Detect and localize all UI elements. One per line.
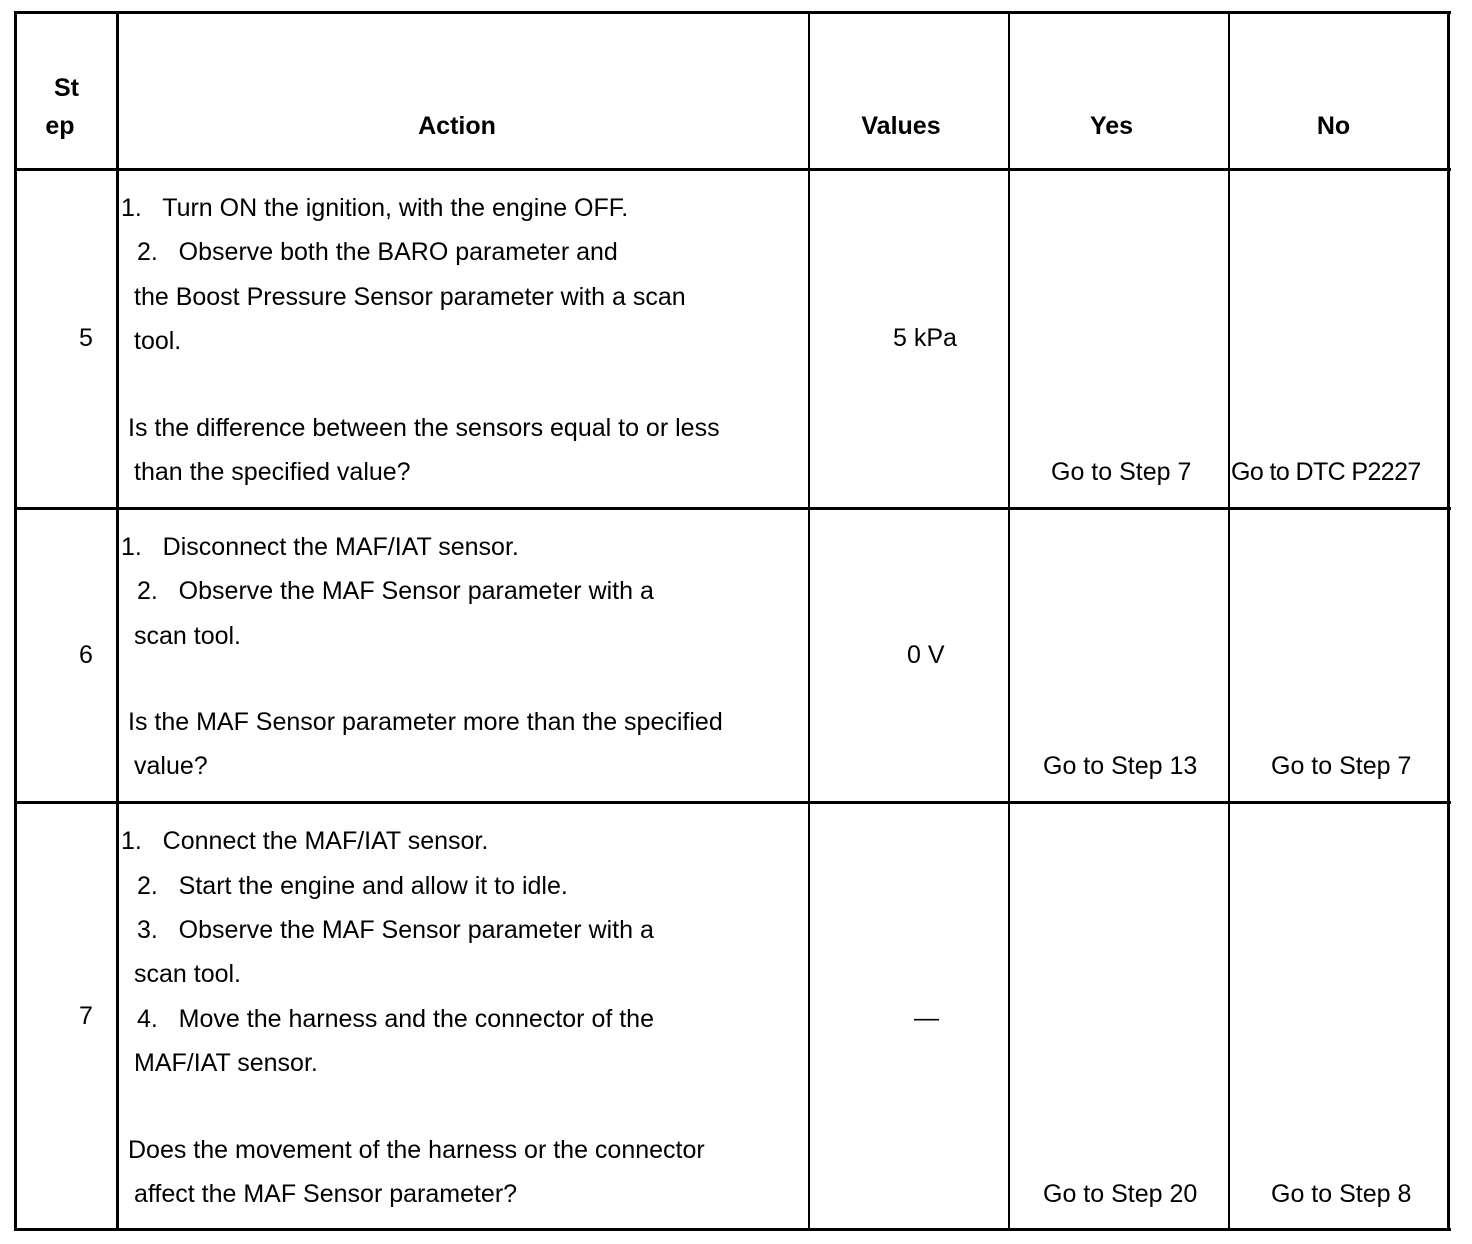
table-border-right	[1447, 11, 1450, 1231]
header-step-line2: ep	[45, 112, 75, 140]
column-divider	[116, 11, 119, 1231]
column-divider	[1228, 11, 1230, 1231]
action-line: 1. Turn ON the ignition, with the engine OFF.	[121, 194, 629, 222]
row-no-action: Go to DTC P2227	[1231, 458, 1421, 486]
row-divider	[14, 507, 1451, 510]
row-value: —	[914, 1004, 939, 1032]
header-divider	[14, 168, 1451, 171]
row-yes-action: Go to Step 7	[1051, 458, 1192, 486]
table-border-left	[14, 11, 17, 1231]
action-question: Is the MAF Sensor parameter more than the specified	[128, 708, 723, 736]
table-row-step: 6	[79, 641, 93, 669]
action-line: scan tool.	[134, 622, 242, 650]
action-line: 2. Observe the MAF Sensor parameter with a	[137, 577, 654, 605]
action-question: Does the movement of the harness or the connector	[128, 1136, 705, 1164]
action-question: than the specified value?	[134, 458, 411, 486]
header-values: Values	[861, 112, 941, 140]
header-step-line1: St	[54, 74, 79, 102]
action-line: scan tool.	[134, 960, 242, 988]
table-border-bottom	[14, 1228, 1451, 1231]
row-no-action: Go to Step 8	[1271, 1180, 1412, 1208]
row-yes-action: Go to Step 20	[1043, 1180, 1198, 1208]
header-yes: Yes	[1089, 112, 1134, 140]
action-question: value?	[134, 752, 208, 780]
row-no-action: Go to Step 7	[1271, 752, 1412, 780]
action-line: 4. Move the harness and the connector of the	[137, 1005, 654, 1033]
action-line: 1. Disconnect the MAF/IAT sensor.	[121, 533, 519, 561]
action-line: tool.	[134, 327, 182, 355]
column-divider	[808, 11, 810, 1231]
header-action: Action	[418, 112, 496, 140]
action-line: 3. Observe the MAF Sensor parameter with a	[137, 916, 654, 944]
row-divider	[14, 801, 1451, 804]
row-yes-action: Go to Step 13	[1043, 752, 1198, 780]
table-row-step: 7	[79, 1002, 93, 1030]
action-line: 2. Start the engine and allow it to idle.	[137, 872, 568, 900]
table-row-step: 5	[79, 324, 93, 352]
action-line: 1. Connect the MAF/IAT sensor.	[121, 827, 489, 855]
row-value: 5 kPa	[893, 324, 957, 352]
row-value: 0 V	[907, 641, 945, 669]
action-question: Is the difference between the sensors equal to or less	[128, 414, 720, 442]
action-line: the Boost Pressure Sensor parameter with a scan	[134, 283, 686, 311]
action-question: affect the MAF Sensor parameter?	[134, 1180, 518, 1208]
action-line: 2. Observe both the BARO parameter and	[137, 238, 618, 266]
header-no: No	[1316, 112, 1351, 140]
table-border-top	[14, 11, 1451, 14]
action-line: MAF/IAT sensor.	[134, 1049, 318, 1077]
column-divider	[1008, 11, 1010, 1231]
